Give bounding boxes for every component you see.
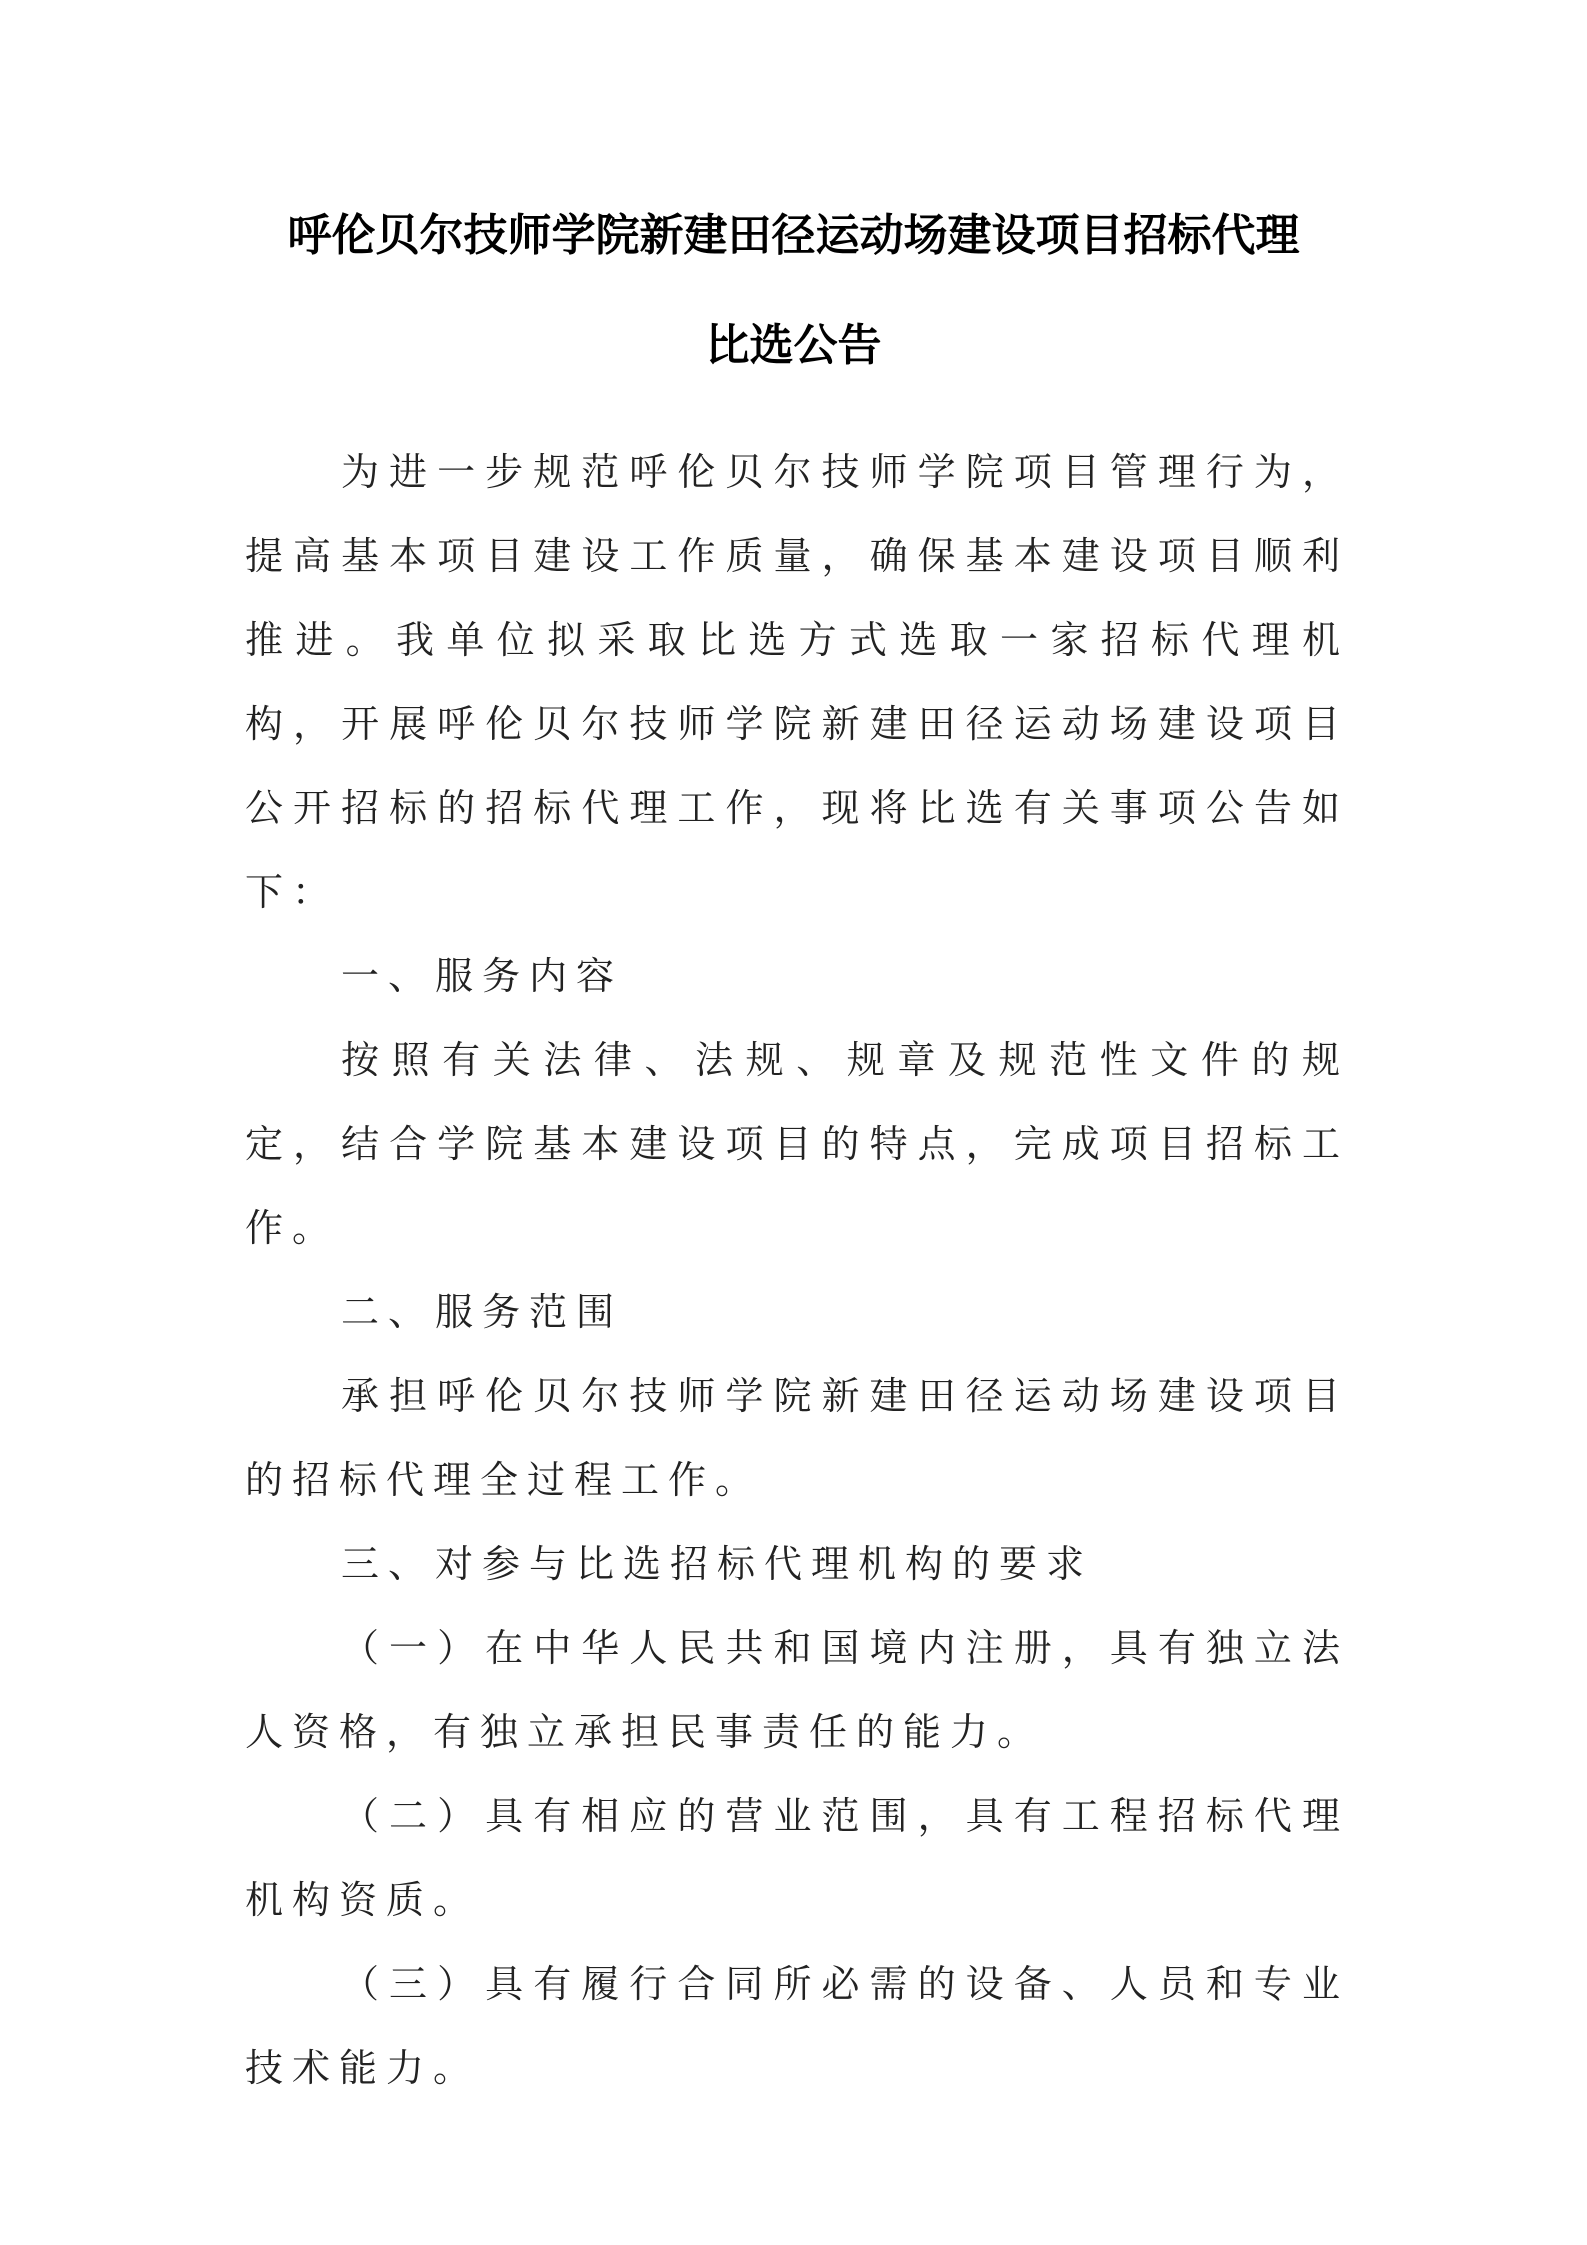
service-scope-paragraph: 承担呼伦贝尔技师学院新建田径运动场建设项目的招标代理全过程工作。 [245,1374,1349,1502]
section-heading-requirements: 三、对参与比选招标代理机构的要求 [341,1542,1094,1586]
intro-paragraph: 为进一步规范呼伦贝尔技师学院项目管理行为，提高基本项目建设工作质量，确保基本建设项目顺利推进。我单位拟采取比选方式选取一家招标代理机构，开展呼伦贝尔技师学院新建田径运动场建设项目公开招标的招标代理工作，现将比选有关事项公告如下： [245,450,1349,914]
requirement-item-2: （二）具有相应的营业范围，具有工程招标代理机构资质。 [245,1794,1349,1922]
section-heading-service-scope: 二、服务范围 [341,1290,624,1334]
document-title-line-1: 呼伦贝尔技师学院新建田径运动场建设项目招标代理 [287,210,1300,261]
document-body [245,430,1349,2110]
section-heading-service-content: 一、服务内容 [341,954,624,998]
document-title-line-2: 比选公告 [705,320,882,371]
requirement-item-3: （三）具有履行合同所必需的设备、人员和专业技术能力。 [245,1962,1349,2090]
requirement-item-1: （一）在中华人民共和国境内注册，具有独立法人资格，有独立承担民事责任的能力。 [245,1626,1349,1754]
service-content-paragraph: 按照有关法律、法规、规章及规范性文件的规定，结合学院基本建设项目的特点，完成项目招标工作。 [245,1038,1349,1250]
